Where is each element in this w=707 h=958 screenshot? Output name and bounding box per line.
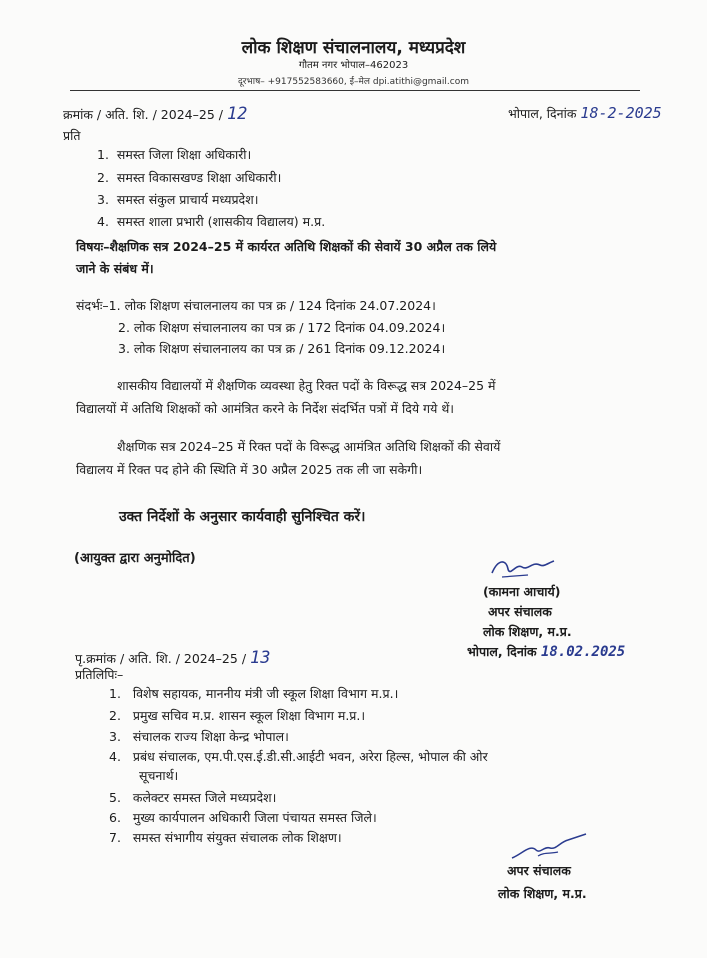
copy-item: 7. समस्त संभागीय संयुक्त संचालक लोक शिक्षण। bbox=[109, 830, 342, 845]
letter1-reference bbox=[63, 104, 247, 124]
copy-item-continued: सूचनार्थ। bbox=[139, 768, 179, 783]
copy-item: 3. संचालक राज्य शिक्षा केन्द्र भोपाल। bbox=[109, 729, 289, 744]
copy-item: 4. प्रबंध संचालक, एम.पी.एस.ई.डी.सी.आईटी भवन, अरेरा हिल्स, भोपाल की ओर bbox=[109, 749, 488, 764]
letter1-place-date bbox=[508, 104, 662, 122]
signatory2-title: अपर संचालक bbox=[507, 863, 571, 878]
body-paragraph-1-continued: विद्यालयों में अतिथि शिक्षकों को आमंत्रित करने के निर्देश संदर्भित पत्रों में दिये गये थें। bbox=[76, 401, 455, 416]
copy-to-label: प्रतिलिपिः– bbox=[75, 667, 124, 682]
letter2-ref-number: 13 bbox=[250, 648, 271, 668]
letter1-ref-prefix: क्रमांक / अति. शि. / 2024–25 / bbox=[63, 107, 223, 122]
body-paragraph-2-continued: विद्यालय में रिक्त पद होने की स्थिति में 30 अप्रैल 2025 तक ली जा सकेगी। bbox=[76, 462, 423, 477]
letter2-date-label: भोपाल, दिनांक bbox=[467, 644, 537, 659]
body-paragraph-1: शासकीय विद्यालयों में शैक्षणिक व्यवस्था हेतु रिक्त पदों के विरूद्ध सत्र 2024–25 में bbox=[117, 378, 496, 393]
signatory-name: (कामना आचार्य) bbox=[483, 584, 561, 599]
reference-item: संदर्भः–1. लोक शिक्षण संचालनालय का पत्र क्र / 124 दिनांक 24.07.2024। bbox=[76, 298, 436, 313]
copy-item: 1. विशेष सहायक, माननीय मंत्री जी स्कूल शिक्षा विभाग म.प्र.। bbox=[109, 686, 399, 701]
recipient-item: 3. समस्त संकुल प्राचार्य मध्यप्रदेश। bbox=[97, 192, 259, 207]
recipient-item: 1. समस्त जिला शिक्षा अधिकारी। bbox=[97, 147, 252, 162]
directive-text: उक्त निर्देशों के अनुसार कार्यवाही सुनिश्चित करें। bbox=[119, 509, 366, 525]
subject-line-continued: जाने के संबंध में। bbox=[76, 261, 154, 276]
letter2-place-date bbox=[467, 643, 625, 660]
reference-item: 3. लोक शिक्षण संचालनालय का पत्र क्र / 261 दिनांक 09.12.2024। bbox=[118, 341, 446, 356]
letter2-reference bbox=[75, 648, 271, 668]
office-contact: दूरभाष– +917552583660, ई–मेल dpi.atithi@gmail.com bbox=[237, 77, 470, 87]
letter1-ref-number: 12 bbox=[226, 104, 248, 124]
approval-note: (आयुक्त द्वारा अनुमोदित) bbox=[74, 551, 196, 566]
subject-line: विषयः–शैक्षणिक सत्र 2024–25 में कार्यरत अतिथि शिक्षकों की सेवायें 30 अप्रैल तक लिये bbox=[76, 239, 497, 254]
recipients-label: प्रति bbox=[63, 128, 81, 143]
letter2-ref-prefix: पृ.क्रमांक / अति. शि. / 2024–25 / bbox=[75, 651, 247, 666]
copy-item: 6. मुख्य कार्यपालन अधिकारी जिला पंचायत समस्त जिले। bbox=[109, 810, 377, 825]
body-paragraph-2: शैक्षणिक सत्र 2024–25 में रिक्त पदों के विरूद्ध आमंत्रित अतिथि शिक्षकों की सेवायें bbox=[117, 439, 501, 454]
signatory2-department: लोक शिक्षण, म.प्र. bbox=[498, 886, 587, 901]
letter1-date-label: भोपाल, दिनांक bbox=[508, 106, 577, 121]
signatory-title: अपर संचालक bbox=[488, 604, 552, 619]
copy-item: 5. कलेक्टर समस्त जिले मध्यप्रदेश। bbox=[109, 790, 277, 805]
signatory-department: लोक शिक्षण, म.प्र. bbox=[483, 624, 572, 639]
letter2-date: 18.02.2025 bbox=[540, 644, 626, 660]
recipient-item: 4. समस्त शाला प्रभारी (शासकीय विद्यालय) म.प्र. bbox=[97, 214, 326, 229]
signature-mark bbox=[488, 553, 558, 583]
reference-item: 2. लोक शिक्षण संचालनालय का पत्र क्र / 172 दिनांक 04.09.2024। bbox=[118, 320, 446, 335]
office-title: लोक शिक्षण संचालनालय, मध्यप्रदेश bbox=[241, 38, 466, 58]
office-address: गौतम नगर भोपाल–462023 bbox=[298, 60, 409, 71]
recipient-item: 2. समस्त विकासखण्ड शिक्षा अधिकारी। bbox=[97, 170, 282, 185]
copy-item: 2. प्रमुख सचिव म.प्र. शासन स्कूल शिक्षा विभाग म.प्र.। bbox=[109, 708, 366, 723]
header-divider bbox=[70, 90, 640, 91]
signature-mark bbox=[508, 832, 588, 864]
references-label: संदर्भः– bbox=[76, 298, 109, 313]
letter1-date: 18-2-2025 bbox=[580, 104, 662, 122]
